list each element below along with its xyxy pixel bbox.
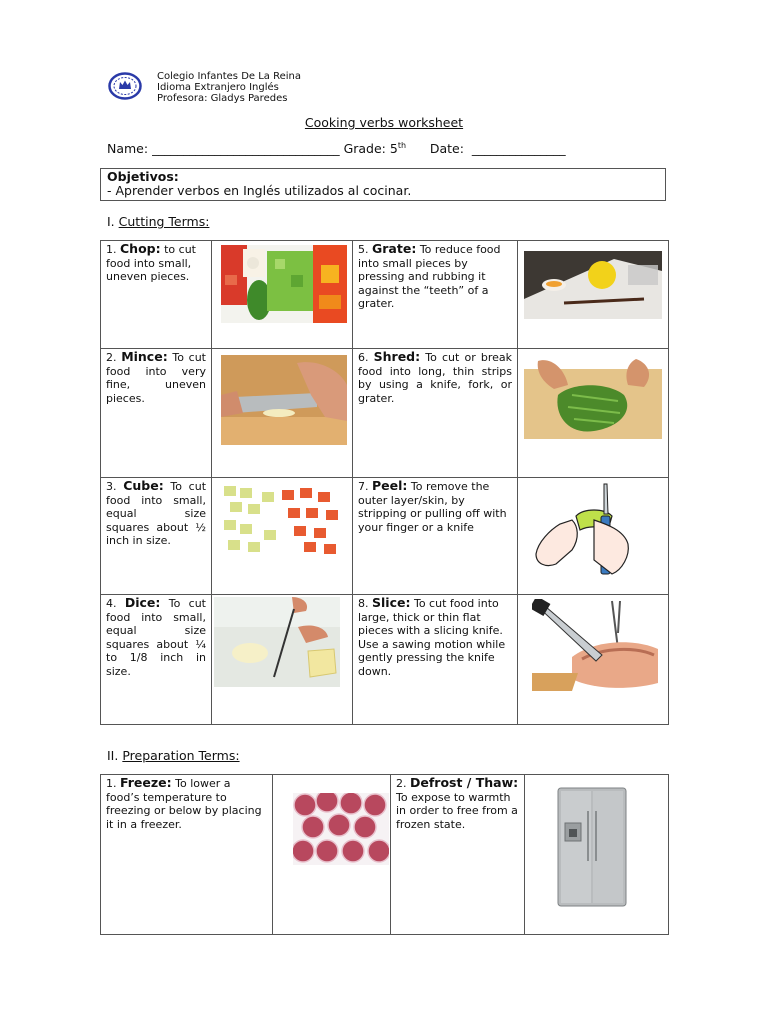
- dicing-photo: [212, 595, 353, 725]
- section-number: II.: [107, 748, 119, 763]
- term-cell-defrost: 2. Defrost / Thaw: To expose to warmth in order to free from a frozen state.: [391, 775, 525, 935]
- term-definition: To reduce food into small pieces by pressing and rubbing it against the “teeth” of a grater.: [358, 243, 501, 311]
- objectives-label: Objetivos:: [107, 169, 179, 184]
- date-field[interactable]: _______________: [471, 141, 566, 157]
- shredding-photo: [518, 349, 669, 478]
- term-definition: To cut food into large, thick or thin flat pieces with a slicing knife. Use a sawing motion while gently pressing the knife down.: [358, 597, 506, 678]
- term-name: Freeze:: [120, 775, 172, 790]
- term-name: Slice:: [372, 595, 411, 610]
- term-name: Mince:: [121, 349, 168, 364]
- term-name: Cube:: [123, 478, 164, 493]
- section-preparation-heading: [107, 748, 240, 763]
- section-cutting-heading: [107, 214, 209, 229]
- term-cell-freeze: 1. Freeze: To lower a food’s temperature to freezing or below by placing it in a freezer.: [101, 775, 273, 935]
- objectives-text: - Aprender verbos en Inglés utilizados al cocinar.: [107, 183, 412, 198]
- term-definition: To cut or break food into long, thin strips by using a knife, fork, or grater.: [358, 351, 512, 405]
- school-name: Colegio Infantes De La Reina: [157, 71, 301, 82]
- term-cell-grate: 5. Grate: To reduce food into small pieces by pressing and rubbing it against the “teeth” of a grater.: [353, 241, 518, 349]
- mincing-photo: [212, 349, 353, 478]
- chopped-vegetables-photo: [212, 241, 353, 349]
- table-row: [101, 349, 669, 478]
- section-title: Preparation Terms:: [122, 748, 240, 763]
- section-number: I.: [107, 214, 115, 229]
- table-row: [101, 775, 669, 935]
- term-definition: To remove the outer layer/skin, by stripping or pulling off with your finger or a knife: [358, 480, 507, 534]
- term-cell-peel: 7. Peel: To remove the outer layer/skin, by stripping or pulling off with your finger or a knife: [353, 478, 518, 595]
- grade-suffix: th: [397, 141, 407, 150]
- cutting-terms-table: [100, 240, 669, 725]
- preparation-terms-table: [100, 774, 669, 935]
- slicing-illustration: [518, 595, 669, 725]
- term-name: Chop:: [120, 241, 161, 256]
- table-row: [101, 478, 669, 595]
- table-row: [101, 595, 669, 725]
- teacher-name: Profesora: Gladys Paredes: [157, 93, 288, 104]
- term-definition: To cut food into very fine, uneven pieces.: [106, 351, 206, 405]
- term-cell-cube: 3. Cube: To cut food into small, equal size squares about ½ inch in size.: [101, 478, 212, 595]
- frozen-raspberries-photo: [273, 775, 391, 935]
- term-cell-shred: 6. Shred: To cut or break food into long, thin strips by using a knife, fork, or grater.: [353, 349, 518, 478]
- term-definition: To cut food into small, equal size squares about ½ inch in size.: [106, 480, 207, 548]
- name-label: Name:: [107, 141, 149, 157]
- term-name: Shred:: [373, 349, 421, 364]
- school-header: [157, 71, 301, 104]
- grade-label: Grade: 5: [343, 141, 398, 157]
- term-cell-mince: 2. Mince: To cut food into very fine, uneven pieces.: [101, 349, 212, 478]
- refrigerator-photo: [525, 775, 669, 935]
- term-cell-dice: 4. Dice: To cut food into small, equal size squares about ¼ to 1/8 inch in size.: [101, 595, 212, 725]
- objectives-box: [100, 168, 666, 201]
- peeling-illustration: [518, 478, 669, 595]
- term-name: Peel:: [372, 478, 408, 493]
- grater-lemon-photo: [518, 241, 669, 349]
- cubed-vegetables-photo: [212, 478, 353, 595]
- term-definition: To cut food into small, equal size squares about ¼ to 1/8 inch in size.: [106, 597, 206, 678]
- school-logo-icon: [108, 72, 142, 100]
- name-field[interactable]: ______________________________: [152, 141, 340, 157]
- term-cell-slice: 8. Slice: To cut food into large, thick or thin flat pieces with a slicing knife. Use a sawing motion while gently pressing the knife down.: [353, 595, 518, 725]
- term-definition: To lower a food’s temperature to freezing or below by placing it in a freezer.: [106, 777, 262, 831]
- section-title: Cutting Terms:: [118, 214, 210, 229]
- term-cell-chop: 1. Chop: to cut food into small, uneven pieces.: [101, 241, 212, 349]
- date-label: Date:: [429, 141, 464, 157]
- term-definition: to cut food into small, uneven pieces.: [106, 243, 196, 284]
- term-definition: To expose to warmth in order to free from a frozen state.: [396, 790, 518, 831]
- term-name: Grate:: [372, 241, 417, 256]
- term-name: Dice:: [124, 595, 161, 610]
- term-name: Defrost / Thaw:: [410, 775, 519, 790]
- worksheet-title: Cooking verbs worksheet: [304, 115, 464, 130]
- student-info-line: [107, 141, 566, 156]
- table-row: [101, 241, 669, 349]
- subject-name: Idioma Extranjero Inglés: [157, 82, 279, 93]
